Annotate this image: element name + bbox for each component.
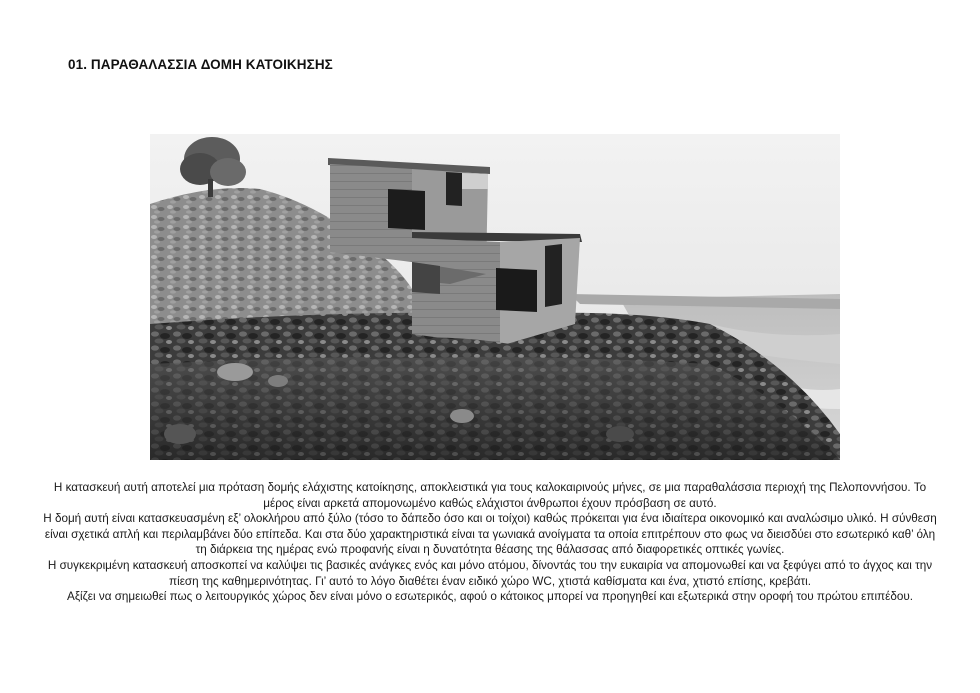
- description-text: [40, 480, 940, 605]
- page-title: 01. ΠΑΡΑΘΑΛΑΣΣΙΑ ΔΟΜΗ ΚΑΤΟΙΚΗΣΗΣ: [68, 57, 333, 72]
- beach-cabin-photo: [150, 134, 840, 460]
- paragraph-4: Αξίζει να σημειωθεί πως ο λειτουργικός χώρος δεν είναι μόνο ο εσωτερικός, αφού ο κάτοικος μπορεί να προηγηθεί και εξωτερικά στην οροφή του πρώτου επιπέδου.: [67, 590, 913, 604]
- photo-illustration: [150, 134, 840, 460]
- paragraph-1: Η κατασκευή αυτή αποτελεί μια πρόταση δομής ελάχιστης κατοίκησης, αποκλειστικά για τους καλοκαιρινούς μήνες, σε μια παραθαλάσσια περιοχή της Πελοποννήσου. Το μέρος είναι αρκετά απομονωμένο καθώς ελάχιστοι άνθρωποι έχουν πρόσβαση σε αυτό.: [53, 481, 927, 510]
- paragraph-3: Η συγκεκριμένη κατασκευή αποσκοπεί να καλύψει τις βασικές ανάγκες ενός και μόνο ατόμου, δίνοντάς του την ευκαιρία να απομονωθεί και να ξεφύγει από το άγχος και την πίεση της καθημερινότητας. Γι’ αυτό το λόγο διαθέτει έναν ειδικό χώρο WC, χτιστά καθίσματα και ένα, χτιστό επίσης, κρεβάτι.: [47, 558, 933, 588]
- paragraph-2: Η δομή αυτή είναι κατασκευασμένη εξ’ ολοκλήρου από ξύλο (τόσο το δάπεδο όσο και οι τοίχοι) καθώς πρόκειται για ένα ιδιαίτερα οικονομικό και αναλώσιμο υλικό. Η σύνθεση είναι σχετικά απλή και περιλαμβάνει δύο επίπεδα. Και στα δύο χαρακτηριστικά είναι τα γωνιακά ανοίγματα τα οποία επιτρέπουν στο φως να διεισδύει στο εσωτερικό καθ’ όλη τη διάρκεια της ημέρας ενώ προφανής είναι η δυνατότητα θέασης της θάλασσας από διαφορετικές οπτικές γωνίες.: [43, 512, 937, 557]
